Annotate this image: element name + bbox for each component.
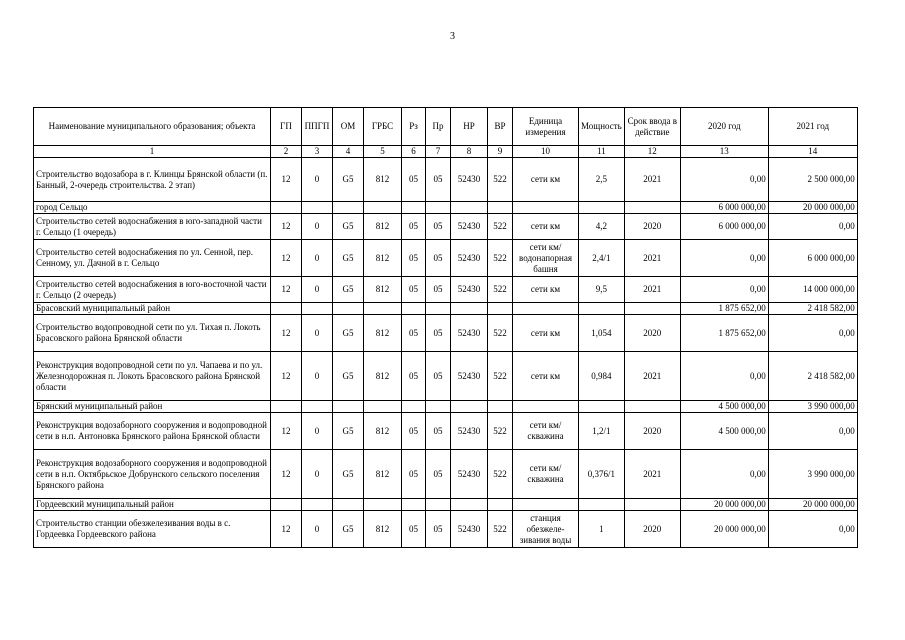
table-body xyxy=(34,158,858,548)
cell-y2021: 0,00 xyxy=(768,315,857,352)
column-header: Рз xyxy=(402,108,426,146)
empty-cell xyxy=(451,202,488,214)
cell-power: 0,376/1 xyxy=(579,450,625,499)
cell-ppgp: 0 xyxy=(302,158,333,202)
empty-cell xyxy=(426,401,451,413)
cell-year: 2021 xyxy=(624,277,680,303)
empty-cell xyxy=(302,303,333,315)
empty-cell xyxy=(579,202,625,214)
cell-y2020: 0,00 xyxy=(680,450,768,499)
cell-nr: 52430 xyxy=(451,413,488,450)
cell-grbs: 812 xyxy=(364,413,402,450)
cell-ppgp: 0 xyxy=(302,277,333,303)
empty-cell xyxy=(426,202,451,214)
cell-vr: 522 xyxy=(488,450,513,499)
empty-cell xyxy=(402,202,426,214)
group-name: город Сельцо xyxy=(34,202,271,214)
empty-cell xyxy=(579,303,625,315)
table-row xyxy=(34,214,858,240)
empty-cell xyxy=(402,303,426,315)
cell-power: 4,2 xyxy=(579,214,625,240)
group-name: Гордеевский муниципальный район xyxy=(34,499,271,511)
column-number: 1 xyxy=(34,146,271,158)
cell-gp: 12 xyxy=(271,158,302,202)
empty-cell xyxy=(451,499,488,511)
cell-pr: 05 xyxy=(426,240,451,277)
group-name: Брасовский муниципальный район xyxy=(34,303,271,315)
cell-rz: 05 xyxy=(402,240,426,277)
object-name: Строительство сетей водоснабжения по ул. Сенной, пер. Сенному, ул. Дачной в г. Сельцо xyxy=(34,240,271,277)
cell-om: G5 xyxy=(333,413,364,450)
cell-power: 2,5 xyxy=(579,158,625,202)
cell-grbs: 812 xyxy=(364,214,402,240)
cell-pr: 05 xyxy=(426,277,451,303)
empty-cell xyxy=(624,202,680,214)
cell-gp: 12 xyxy=(271,413,302,450)
cell-y2021: 0,00 xyxy=(768,413,857,450)
cell-gp: 12 xyxy=(271,315,302,352)
empty-cell xyxy=(302,499,333,511)
cell-y2021: 3 990 000,00 xyxy=(768,450,857,499)
cell-grbs: 812 xyxy=(364,352,402,401)
cell-om: G5 xyxy=(333,511,364,548)
column-header: НР xyxy=(451,108,488,146)
object-name: Реконструкция водопроводной сети по ул. Чапаева и по ул. Железнодорожная п. Локоть Брасовского района Брянской области xyxy=(34,352,271,401)
cell-om: G5 xyxy=(333,352,364,401)
empty-cell xyxy=(364,303,402,315)
column-header: ОМ xyxy=(333,108,364,146)
cell-om: G5 xyxy=(333,240,364,277)
column-number: 12 xyxy=(624,146,680,158)
column-header: Наименование муниципального образования; объекта xyxy=(34,108,271,146)
cell-pr: 05 xyxy=(426,315,451,352)
page-number: 3 xyxy=(450,31,455,42)
cell-unit: сети км xyxy=(513,315,579,352)
empty-cell xyxy=(513,401,579,413)
column-header: Мощность xyxy=(579,108,625,146)
empty-cell xyxy=(624,499,680,511)
empty-cell xyxy=(624,303,680,315)
cell-y2021: 0,00 xyxy=(768,511,857,548)
object-name: Строительство сетей водоснабжения в юго-восточной части г. Сельцо (2 очередь) xyxy=(34,277,271,303)
cell-rz: 05 xyxy=(402,315,426,352)
cell-power: 9,5 xyxy=(579,277,625,303)
cell-gp: 12 xyxy=(271,214,302,240)
cell-rz: 05 xyxy=(402,352,426,401)
column-number: 4 xyxy=(333,146,364,158)
column-header: ГП xyxy=(271,108,302,146)
cell-y2021: 3 990 000,00 xyxy=(768,401,857,413)
cell-rz: 05 xyxy=(402,277,426,303)
empty-cell xyxy=(451,303,488,315)
cell-y2021: 20 000 000,00 xyxy=(768,202,857,214)
column-number: 3 xyxy=(302,146,333,158)
column-header: ВР xyxy=(488,108,513,146)
cell-pr: 05 xyxy=(426,450,451,499)
cell-ppgp: 0 xyxy=(302,315,333,352)
column-number: 7 xyxy=(426,146,451,158)
cell-unit: сети км xyxy=(513,277,579,303)
empty-cell xyxy=(402,499,426,511)
cell-om: G5 xyxy=(333,315,364,352)
cell-unit: сети км/ водонапорная башня xyxy=(513,240,579,277)
cell-om: G5 xyxy=(333,158,364,202)
cell-year: 2021 xyxy=(624,240,680,277)
cell-y2020: 4 500 000,00 xyxy=(680,401,768,413)
column-number-row xyxy=(34,146,858,158)
cell-pr: 05 xyxy=(426,511,451,548)
column-header: Срок ввода в действие xyxy=(624,108,680,146)
header-row xyxy=(34,108,858,146)
cell-year: 2020 xyxy=(624,214,680,240)
cell-y2021: 2 418 582,00 xyxy=(768,352,857,401)
object-name: Строительство водозабора в г. Клинцы Брянской области (п. Банный, 2-очередь строительства. 2 этап) xyxy=(34,158,271,202)
group-row xyxy=(34,499,858,511)
cell-power: 0,984 xyxy=(579,352,625,401)
object-name: Реконструкция водозаборного сооружения и водопроводной сети в н.п. Антоновка Брянского района Брянской области xyxy=(34,413,271,450)
column-number: 2 xyxy=(271,146,302,158)
cell-y2021: 14 000 000,00 xyxy=(768,277,857,303)
empty-cell xyxy=(579,499,625,511)
group-name: Брянский муниципальный район xyxy=(34,401,271,413)
column-header: ГРБС xyxy=(364,108,402,146)
cell-gp: 12 xyxy=(271,352,302,401)
cell-gp: 12 xyxy=(271,277,302,303)
column-header: 2020 год xyxy=(680,108,768,146)
cell-power: 2,4/1 xyxy=(579,240,625,277)
table-row xyxy=(34,277,858,303)
column-header: 2021 год xyxy=(768,108,857,146)
column-number: 14 xyxy=(768,146,857,158)
cell-year: 2020 xyxy=(624,413,680,450)
object-name: Строительство сетей водоснабжения в юго-западной части г. Сельцо (1 очередь) xyxy=(34,214,271,240)
cell-nr: 52430 xyxy=(451,450,488,499)
cell-unit: сети км xyxy=(513,214,579,240)
empty-cell xyxy=(426,303,451,315)
cell-y2020: 6 000 000,00 xyxy=(680,214,768,240)
empty-cell xyxy=(333,401,364,413)
empty-cell xyxy=(333,303,364,315)
cell-nr: 52430 xyxy=(451,240,488,277)
cell-nr: 52430 xyxy=(451,352,488,401)
empty-cell xyxy=(364,499,402,511)
cell-y2020: 0,00 xyxy=(680,352,768,401)
empty-cell xyxy=(364,202,402,214)
cell-y2021: 2 500 000,00 xyxy=(768,158,857,202)
cell-nr: 52430 xyxy=(451,158,488,202)
cell-vr: 522 xyxy=(488,158,513,202)
column-number: 5 xyxy=(364,146,402,158)
cell-nr: 52430 xyxy=(451,315,488,352)
cell-vr: 522 xyxy=(488,413,513,450)
column-number: 6 xyxy=(402,146,426,158)
empty-cell xyxy=(364,401,402,413)
cell-vr: 522 xyxy=(488,214,513,240)
empty-cell xyxy=(488,499,513,511)
empty-cell xyxy=(402,401,426,413)
cell-year: 2021 xyxy=(624,352,680,401)
cell-unit: сети км/скважина xyxy=(513,450,579,499)
table-row xyxy=(34,158,858,202)
empty-cell xyxy=(271,499,302,511)
empty-cell xyxy=(488,303,513,315)
cell-unit: сети км xyxy=(513,352,579,401)
column-number: 8 xyxy=(451,146,488,158)
cell-pr: 05 xyxy=(426,352,451,401)
cell-year: 2020 xyxy=(624,315,680,352)
cell-rz: 05 xyxy=(402,511,426,548)
cell-y2020: 0,00 xyxy=(680,277,768,303)
column-header: ППГП xyxy=(302,108,333,146)
group-row xyxy=(34,202,858,214)
cell-y2020: 1 875 652,00 xyxy=(680,315,768,352)
cell-gp: 12 xyxy=(271,511,302,548)
cell-pr: 05 xyxy=(426,214,451,240)
empty-cell xyxy=(271,401,302,413)
object-name: Реконструкция водозаборного сооружения и водопроводной сети в н.п. Октябрьское Добрунского сельского поселения Брянского района xyxy=(34,450,271,499)
cell-nr: 52430 xyxy=(451,277,488,303)
cell-y2021: 2 418 582,00 xyxy=(768,303,857,315)
column-header: Единица измерения xyxy=(513,108,579,146)
table-row xyxy=(34,413,858,450)
cell-ppgp: 0 xyxy=(302,413,333,450)
group-row xyxy=(34,303,858,315)
cell-unit: сети км xyxy=(513,158,579,202)
table-row xyxy=(34,240,858,277)
cell-unit: станция обезжеле-зивания воды xyxy=(513,511,579,548)
cell-vr: 522 xyxy=(488,315,513,352)
cell-y2020: 20 000 000,00 xyxy=(680,499,768,511)
cell-rz: 05 xyxy=(402,413,426,450)
empty-cell xyxy=(488,401,513,413)
table-row xyxy=(34,315,858,352)
cell-gp: 12 xyxy=(271,240,302,277)
cell-ppgp: 0 xyxy=(302,214,333,240)
cell-y2021: 0,00 xyxy=(768,214,857,240)
cell-grbs: 812 xyxy=(364,158,402,202)
empty-cell xyxy=(513,202,579,214)
empty-cell xyxy=(426,499,451,511)
cell-y2021: 6 000 000,00 xyxy=(768,240,857,277)
table-row xyxy=(34,352,858,401)
object-name: Строительство водопроводной сети по ул. Тихая п. Локоть Брасовского района Брянской области xyxy=(34,315,271,352)
cell-ppgp: 0 xyxy=(302,352,333,401)
cell-grbs: 812 xyxy=(364,511,402,548)
cell-vr: 522 xyxy=(488,352,513,401)
cell-ppgp: 0 xyxy=(302,511,333,548)
cell-om: G5 xyxy=(333,214,364,240)
cell-grbs: 812 xyxy=(364,315,402,352)
cell-y2020: 20 000 000,00 xyxy=(680,511,768,548)
table-row xyxy=(34,511,858,548)
cell-grbs: 812 xyxy=(364,240,402,277)
cell-grbs: 812 xyxy=(364,450,402,499)
column-number: 9 xyxy=(488,146,513,158)
empty-cell xyxy=(513,499,579,511)
column-number: 10 xyxy=(513,146,579,158)
cell-ppgp: 0 xyxy=(302,450,333,499)
cell-power: 1,2/1 xyxy=(579,413,625,450)
cell-power: 1 xyxy=(579,511,625,548)
cell-y2020: 4 500 000,00 xyxy=(680,413,768,450)
object-name: Строительство станции обезжелезивания воды в с. Гордеевка Гордеевского района xyxy=(34,511,271,548)
cell-ppgp: 0 xyxy=(302,240,333,277)
cell-vr: 522 xyxy=(488,240,513,277)
empty-cell xyxy=(302,202,333,214)
cell-y2020: 0,00 xyxy=(680,158,768,202)
cell-om: G5 xyxy=(333,450,364,499)
cell-om: G5 xyxy=(333,277,364,303)
column-number: 13 xyxy=(680,146,768,158)
empty-cell xyxy=(271,303,302,315)
cell-vr: 522 xyxy=(488,511,513,548)
empty-cell xyxy=(624,401,680,413)
empty-cell xyxy=(488,202,513,214)
cell-year: 2021 xyxy=(624,158,680,202)
cell-grbs: 812 xyxy=(364,277,402,303)
cell-power: 1,054 xyxy=(579,315,625,352)
empty-cell xyxy=(451,401,488,413)
table-row xyxy=(34,450,858,499)
group-row xyxy=(34,401,858,413)
empty-cell xyxy=(513,303,579,315)
cell-y2020: 6 000 000,00 xyxy=(680,202,768,214)
empty-cell xyxy=(333,499,364,511)
empty-cell xyxy=(302,401,333,413)
cell-rz: 05 xyxy=(402,158,426,202)
cell-vr: 522 xyxy=(488,277,513,303)
cell-nr: 52430 xyxy=(451,511,488,548)
cell-year: 2020 xyxy=(624,511,680,548)
cell-pr: 05 xyxy=(426,413,451,450)
cell-rz: 05 xyxy=(402,450,426,499)
cell-pr: 05 xyxy=(426,158,451,202)
column-number: 11 xyxy=(579,146,625,158)
budget-table xyxy=(33,107,858,548)
cell-y2021: 20 000 000,00 xyxy=(768,499,857,511)
cell-gp: 12 xyxy=(271,450,302,499)
cell-unit: сети км/скважина xyxy=(513,413,579,450)
column-header: Пр xyxy=(426,108,451,146)
cell-y2020: 0,00 xyxy=(680,240,768,277)
empty-cell xyxy=(333,202,364,214)
cell-nr: 52430 xyxy=(451,214,488,240)
empty-cell xyxy=(579,401,625,413)
cell-rz: 05 xyxy=(402,214,426,240)
cell-year: 2021 xyxy=(624,450,680,499)
empty-cell xyxy=(271,202,302,214)
cell-y2020: 1 875 652,00 xyxy=(680,303,768,315)
